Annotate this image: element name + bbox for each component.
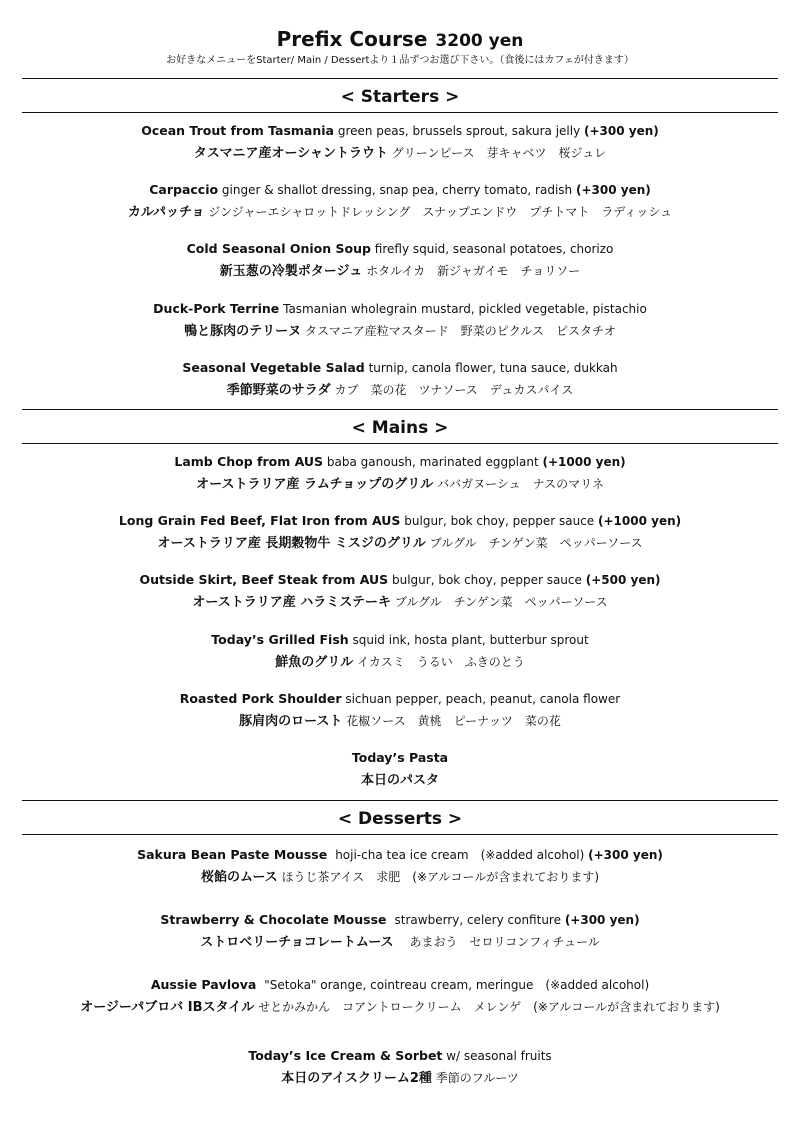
- item-name: Cold Seasonal Onion Soup: [186, 241, 371, 256]
- item-jp-description: カブ 菜の花 ツナソース デュカスパイス: [334, 383, 574, 397]
- item-jp-line: [0, 144, 800, 163]
- item-jp-name: 新玉葱の冷製ポタージュ: [219, 264, 363, 279]
- item-surcharge: (+300 yen): [575, 183, 651, 197]
- item-name: Outside Skirt, Beef Steak from AUS: [139, 572, 389, 587]
- item-en-line: [0, 571, 800, 589]
- menu-item: [0, 976, 800, 1017]
- item-jp-line: [0, 322, 800, 341]
- item-jp-description: イカスミ うるい ふきのとう: [357, 655, 525, 669]
- item-name: Long Grain Fed Beef, Flat Iron from AUS: [118, 513, 401, 528]
- menu-item: [0, 240, 800, 281]
- item-en-line: [0, 453, 800, 471]
- item-description: "Setoka" orange, cointreau cream, meringue (※added alcohol): [264, 978, 650, 992]
- item-jp-line: [0, 593, 800, 612]
- menu-item: [0, 1047, 800, 1088]
- item-surcharge: (+300 yen): [584, 124, 659, 138]
- divider: [22, 409, 778, 410]
- item-jp-line: [0, 381, 800, 400]
- item-jp-line: [0, 475, 800, 494]
- item-name: Today’s Ice Cream & Sorbet: [248, 1048, 443, 1063]
- item-jp-description: あまおう セロリコンフィチュール: [409, 935, 600, 949]
- course-instructions: お好きなメニューをStarter/ Main / Dessertより１品ずつお選び下さい。（食後にはカフェが付きます）: [166, 55, 634, 66]
- item-jp-description: グリーンピース 芽キャベツ 桜ジュレ: [391, 146, 607, 160]
- item-name: Ocean Trout from Tasmania: [141, 123, 334, 138]
- item-jp-description: ババガヌーシュ ナスのマリネ: [437, 477, 604, 491]
- divider: [22, 800, 778, 801]
- page-title: [0, 26, 800, 54]
- item-jp-name: 本日のパスタ: [360, 773, 439, 788]
- item-jp-description: ホタルイカ 新ジャガイモ チョリソー: [366, 264, 581, 278]
- item-description: firefly squid, seasonal potatoes, chorizo: [374, 242, 614, 256]
- item-jp-name: オーストラリア産 長期穀物牛 ミスジのグリル: [157, 536, 426, 551]
- item-en-line: [0, 749, 800, 767]
- item-surcharge: (+300 yen): [588, 848, 663, 862]
- item-description: baba ganoush, marinated eggplant: [326, 455, 539, 469]
- item-en-line: [0, 122, 800, 140]
- item-jp-name: ストロベリーチョコレートムース: [200, 935, 394, 950]
- item-description: squid ink, hosta plant, butterbur sprout: [352, 633, 589, 647]
- menu-item: [0, 512, 800, 553]
- item-jp-description: タスマニア産粒マスタード 野菜のピクルス ピスタチオ: [305, 324, 616, 338]
- item-name: Strawberry & Chocolate Mousse: [160, 912, 387, 927]
- item-jp-name: 鮮魚のグリル: [275, 655, 354, 670]
- item-jp-description: ブルグル チンゲン菜 ペッパーソース: [429, 536, 643, 550]
- item-en-line: [0, 976, 800, 994]
- item-jp-line: [0, 534, 800, 553]
- menu-item: [0, 571, 800, 612]
- item-description: bulgur, bok choy, pepper sauce: [404, 514, 595, 528]
- divider: [22, 834, 778, 835]
- item-jp-line: [0, 998, 800, 1017]
- item-name: Duck-Pork Terrine: [153, 301, 280, 316]
- item-description: sichuan pepper, peach, peanut, canola flower: [345, 692, 621, 706]
- item-name: Carpaccio: [149, 182, 219, 197]
- item-jp-name: 桜餡のムース: [200, 870, 278, 885]
- item-jp-description: ブルグル チンゲン菜 ペッパーソース: [394, 595, 608, 609]
- item-description: ginger & shallot dressing, snap pea, cherry tomato, radish: [221, 183, 573, 197]
- item-jp-description: ほうじ茶アイス 求肥 (※アルコールが含まれております): [281, 870, 600, 884]
- section-title-desserts: < Desserts >: [337, 809, 463, 829]
- menu-item: [0, 453, 800, 494]
- item-name: Roasted Pork Shoulder: [179, 691, 342, 706]
- item-jp-name: カルパッチョ: [127, 205, 205, 220]
- item-name: Aussie Pavlova: [150, 977, 257, 992]
- section-title-mains: < Mains >: [351, 418, 449, 438]
- item-description: turnip, canola flower, tuna sauce, dukkah: [368, 361, 618, 375]
- item-en-line: [0, 512, 800, 530]
- item-en-line: [0, 911, 800, 929]
- item-jp-name: 豚肩肉のロースト: [239, 714, 343, 729]
- item-jp-name: 季節野菜のサラダ: [226, 383, 331, 398]
- item-jp-line: [0, 1069, 800, 1088]
- item-surcharge: (+1000 yen): [598, 514, 682, 528]
- item-jp-description: 季節のフルーツ: [435, 1071, 519, 1085]
- item-name: Today’s Grilled Fish: [211, 632, 349, 647]
- item-description: strawberry, celery confiture: [394, 913, 561, 927]
- divider: [22, 443, 778, 444]
- item-en-line: [0, 846, 800, 864]
- item-en-line: [0, 631, 800, 649]
- item-jp-line: [0, 933, 800, 952]
- item-jp-line: [0, 712, 800, 731]
- menu-item: [0, 122, 800, 163]
- menu-item: [0, 300, 800, 341]
- menu-item: [0, 749, 800, 790]
- item-name: Today’s Pasta: [351, 750, 449, 765]
- item-jp-line: [0, 653, 800, 672]
- item-jp-description: せとかみかん コアントロークリーム メレンゲ (※アルコールが含まれております): [258, 1000, 720, 1014]
- item-en-line: [0, 1047, 800, 1065]
- course-price: 3200 yen: [435, 31, 524, 51]
- item-en-line: [0, 359, 800, 377]
- divider: [22, 78, 778, 79]
- item-jp-name: オージーパブロバ IBスタイル: [80, 1000, 255, 1015]
- item-description: w/ seasonal fruits: [446, 1049, 552, 1063]
- menu-item: [0, 690, 800, 731]
- menu-item: [0, 359, 800, 400]
- item-jp-description: ジンジャーエシャロットドレッシング スナップエンドウ プチトマト ラディッシュ: [208, 205, 673, 219]
- item-en-line: [0, 181, 800, 199]
- item-jp-name: オーストラリア産 ラムチョップのグリル: [196, 477, 434, 492]
- item-name: Sakura Bean Paste Mousse: [137, 847, 328, 862]
- menu-item: [0, 181, 800, 222]
- item-jp-name: 本日のアイスクリーム2種: [281, 1071, 432, 1086]
- item-jp-description: 花椒ソース 黄桃 ピーナッツ 菜の花: [346, 714, 561, 728]
- menu-item: [0, 911, 800, 952]
- item-description: green peas, brussels sprout, sakura jelly: [337, 124, 581, 138]
- divider: [22, 112, 778, 113]
- section-title-starters: < Starters >: [340, 87, 460, 107]
- item-surcharge: (+1000 yen): [542, 455, 626, 469]
- menu-item: [0, 846, 800, 887]
- course-title: Prefix Course: [276, 27, 428, 51]
- item-description: hoji-cha tea ice cream (※added alcohol): [335, 848, 585, 862]
- item-jp-line: [0, 203, 800, 222]
- item-jp-line: [0, 868, 800, 887]
- item-jp-line: [0, 771, 800, 790]
- menu-item: [0, 631, 800, 672]
- item-surcharge: (+300 yen): [564, 913, 640, 927]
- item-jp-name: タスマニア産オーシャントラウト: [193, 146, 388, 161]
- item-en-line: [0, 240, 800, 258]
- item-surcharge: (+500 yen): [585, 573, 661, 587]
- item-jp-name: オーストラリア産 ハラミステーキ: [192, 595, 392, 610]
- item-name: Lamb Chop from AUS: [174, 454, 324, 469]
- item-en-line: [0, 300, 800, 318]
- item-description: bulgur, bok choy, pepper sauce: [392, 573, 582, 587]
- item-jp-line: [0, 262, 800, 281]
- item-name: Seasonal Vegetable Salad: [182, 360, 365, 375]
- item-jp-name: 鴨と豚肉のテリーヌ: [184, 324, 302, 339]
- item-en-line: [0, 690, 800, 708]
- item-description: Tasmanian wholegrain mustard, pickled vegetable, pistachio: [283, 302, 647, 316]
